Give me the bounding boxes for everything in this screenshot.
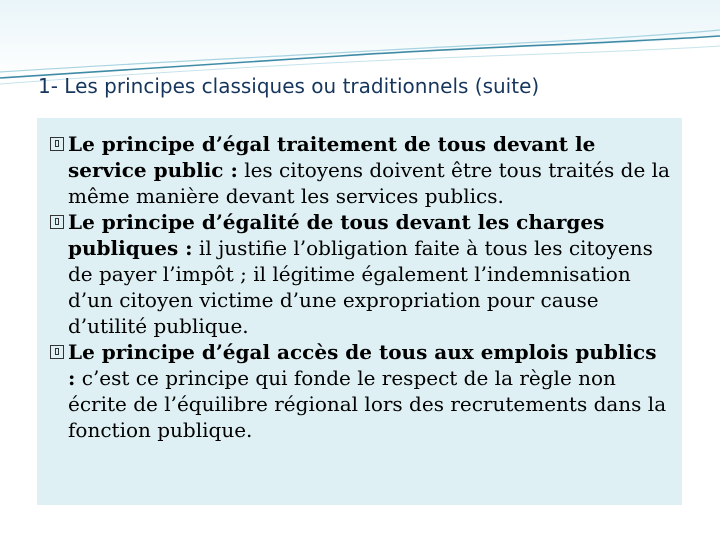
bullet-item xyxy=(50,209,670,339)
principle-description: les citoyens doivent être tous traités de la même manière devant les services publics. xyxy=(68,158,670,208)
decorative-wave-header xyxy=(0,0,720,120)
slide-title: 1- Les principes classiques ou traditionnels (suite) xyxy=(38,74,540,98)
principle-term: Le principe d’égal traitement de tous devant le service public : xyxy=(68,132,596,182)
missing-glyph-box-icon xyxy=(50,215,64,229)
principle-description: c’est ce principe qui fonde le respect de la règle non écrite de l’équilibre régional lors des recrutements dans la fonction publique. xyxy=(68,366,667,442)
principle-term: Le principe d’égalité de tous devant les charges publiques : xyxy=(68,210,605,260)
missing-glyph-box-icon xyxy=(50,345,64,359)
bullet-item xyxy=(50,131,670,209)
bullet-item xyxy=(50,339,670,443)
principle-term: Le principe d’égal accès de tous aux emplois publics : xyxy=(68,340,657,390)
bullet-list xyxy=(50,131,670,443)
principle-description: il justifie l’obligation faite à tous les citoyens de payer l’impôt ; il légitime également l’indemnisation d’un citoyen victime d’une expropriation pour cause d’utilité publique. xyxy=(68,236,653,338)
missing-glyph-box-icon xyxy=(50,137,64,151)
